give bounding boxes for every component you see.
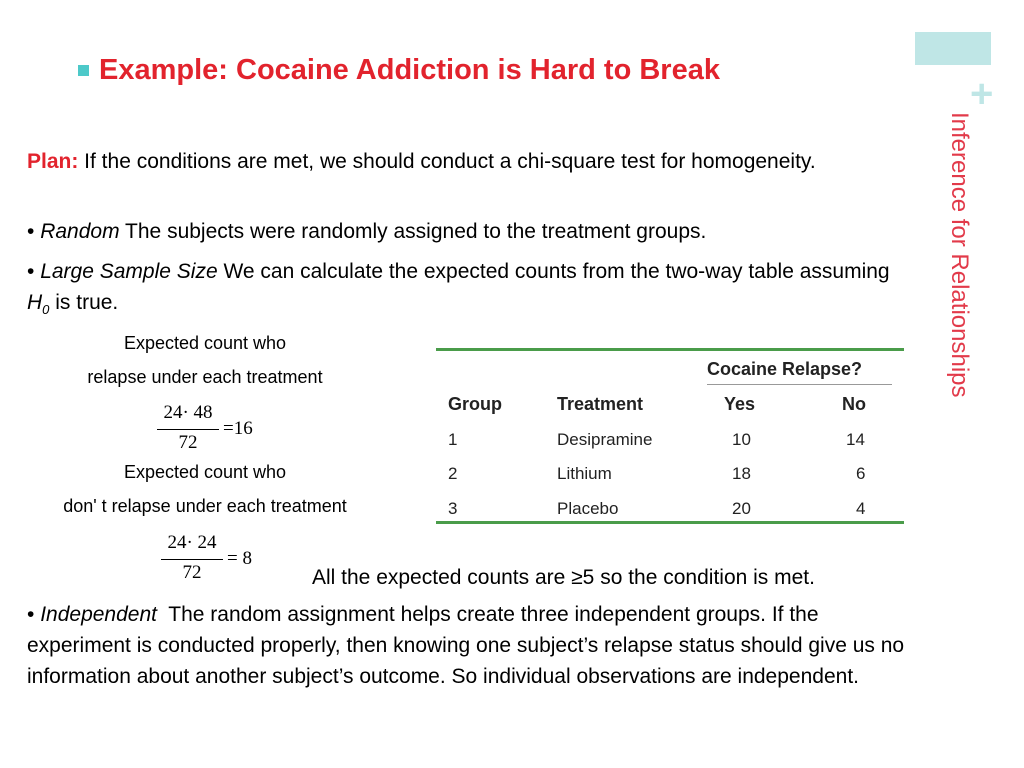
fraction-numerator: 24· 48 <box>163 402 213 423</box>
h-symbol: H <box>27 291 43 314</box>
fraction-result: = 8 <box>227 548 252 569</box>
table-cell-yes: 18 <box>732 464 751 483</box>
table-super-header: Cocaine Relapse? <box>707 359 863 379</box>
condition-met-text: All the expected counts are ≥5 so the condition is met. <box>312 566 815 589</box>
slide-title: Example: Cocaine Addiction is Hard to Break <box>99 54 720 86</box>
table-cell-treatment: Desipramine <box>557 430 653 449</box>
corner-decoration <box>915 32 991 65</box>
table-cell-treatment: Lithium <box>557 464 612 483</box>
random-label: Random <box>40 220 120 243</box>
bullet: • <box>27 603 35 626</box>
table-header-yes: Yes <box>724 394 756 414</box>
large-sample-label: Large Sample Size <box>40 260 218 283</box>
fraction-bar <box>161 559 223 560</box>
table-cell-treatment: Placebo <box>557 499 619 518</box>
fraction-denominator: 72 <box>182 562 202 583</box>
random-paragraph <box>27 216 907 247</box>
table-header-no: No <box>842 394 866 414</box>
independent-paragraph <box>27 599 927 692</box>
plan-paragraph <box>27 146 867 177</box>
random-text: The subjects were randomly assigned to the treatment groups. <box>119 220 707 243</box>
table-cell-yes: 20 <box>732 499 751 518</box>
table-cell-no: 14 <box>846 430 865 449</box>
table-cell-no: 4 <box>856 499 866 518</box>
table-bottom-rule <box>436 521 904 524</box>
large-sample-paragraph <box>27 256 917 325</box>
fraction-numerator: 24· 24 <box>167 532 217 553</box>
table-super-header-rule <box>707 384 892 385</box>
table-cell-yes: 10 <box>732 430 751 449</box>
fraction-denominator: 72 <box>178 432 198 453</box>
fraction-result: =16 <box>223 418 253 439</box>
bullet-square-icon <box>78 65 89 76</box>
large-sample-text-end: is true. <box>49 291 119 314</box>
bullet: • <box>27 260 35 283</box>
section-title-vertical: Inference for Relationships <box>946 112 973 398</box>
independent-label: Independent <box>40 603 157 626</box>
table-cell-group: 2 <box>448 464 458 483</box>
h-subscript: 0 <box>42 302 50 318</box>
expected-relapse-label-1: Expected count who <box>123 333 287 353</box>
table-cell-group: 3 <box>448 499 458 518</box>
table-cell-group: 1 <box>448 430 458 449</box>
plus-decoration: + <box>970 72 994 116</box>
table-cell-no: 6 <box>856 464 866 483</box>
plan-label: Plan: <box>27 150 79 173</box>
table-header-treatment: Treatment <box>557 394 644 414</box>
bullet: • <box>27 220 35 243</box>
expected-no-relapse-label-2: don' t relapse under each treatment <box>63 496 347 516</box>
expected-relapse-label-2: relapse under each treatment <box>87 367 323 387</box>
independent-text: The random assignment helps create three independent groups. If the experiment is conducted properly, then knowing one subject’s relapse status should give us no information about another subject’s outcome. So individual observations are independent. <box>27 603 910 688</box>
expected-no-relapse-label-1: Expected count who <box>123 462 287 482</box>
fraction-bar <box>157 429 219 430</box>
table-top-rule <box>436 348 904 351</box>
table-header-group: Group <box>448 394 502 414</box>
plan-text: If the conditions are met, we should conduct a chi-square test for homogeneity. <box>78 150 816 173</box>
large-sample-text: We can calculate the expected counts from the two-way table assuming <box>217 260 890 283</box>
title-row <box>78 54 720 87</box>
